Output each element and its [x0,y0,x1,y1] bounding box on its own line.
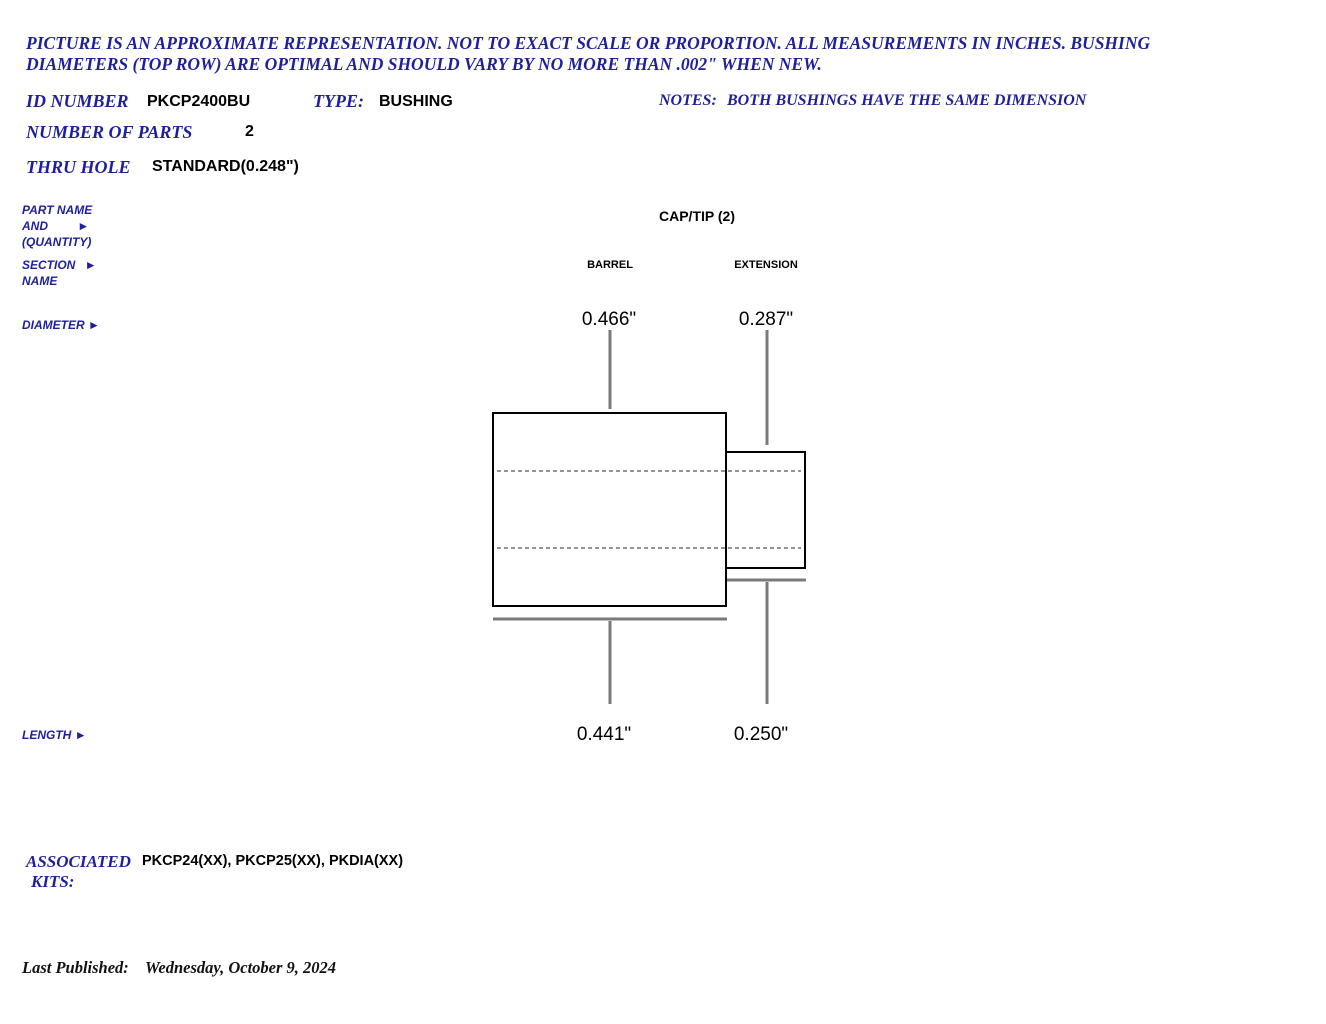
associated-kits-value: PKCP24(XX), PKCP25(XX), PKDIA(XX) [142,853,404,869]
arrow-icon: ► [74,728,87,742]
length-extension: 0.250" [733,724,789,745]
length-barrel: 0.441" [576,724,632,745]
part-name-label-line-1: PART NAME [22,203,93,217]
associated-kits-label-line-1: ASSOCIATED [26,852,131,871]
part-name: CAP/TIP (2) [659,208,735,224]
thru-hole-label: THRU HOLE [26,157,131,177]
type-label: TYPE: [313,91,364,111]
id-number-value: PKCP2400BU [147,93,251,110]
type-value: BUSHING [379,93,453,110]
section-name-extension: EXTENSION [734,259,798,271]
barrel-body [493,413,726,606]
part-name-label-line-2: AND [22,219,48,233]
diameter-label: DIAMETER [22,318,85,332]
part-name-label-line-3: (QUANTITY) [22,235,92,249]
disclaimer-line-2: DIAMETERS (TOP ROW) ARE OPTIMAL AND SHOULD VARY BY NO MORE THAN .002" WHEN NEW. [26,54,822,74]
notes-value: BOTH BUSHINGS HAVE THE SAME DIMENSION [727,92,1087,109]
last-published [22,958,336,978]
section-label-line-2: NAME [22,274,58,288]
last-published-date: Wednesday, October 9, 2024 [144,958,337,977]
associated-kits-label [26,852,131,892]
section-label-line-1: SECTION [22,258,76,272]
arrow-icon: ► [77,219,90,233]
arrow-icon: ► [88,318,100,332]
diameter-extension: 0.287" [738,309,794,330]
number-of-parts-label: NUMBER OF PARTS [26,122,193,142]
arrow-icon: ► [84,258,97,272]
length-label: LENGTH [22,728,72,742]
last-published-label: Last Published: [22,958,129,977]
notes-label: NOTES: [659,92,717,109]
extension-body [726,452,805,568]
diameter-barrel: 0.466" [581,309,637,330]
section-name-barrel: BARREL [587,259,633,271]
number-of-parts-value: 2 [245,123,254,140]
associated-kits-label-line-2: KITS: [31,872,75,891]
disclaimer-line-1: PICTURE IS AN APPROXIMATE REPRESENTATION. NOT TO EXACT SCALE OR PROPORTION. ALL MEASUREMENTS IN INCHES. BUSHING [26,33,1151,53]
thru-hole-value: STANDARD(0.248") [152,158,299,175]
id-number-label: ID NUMBER [26,91,129,111]
